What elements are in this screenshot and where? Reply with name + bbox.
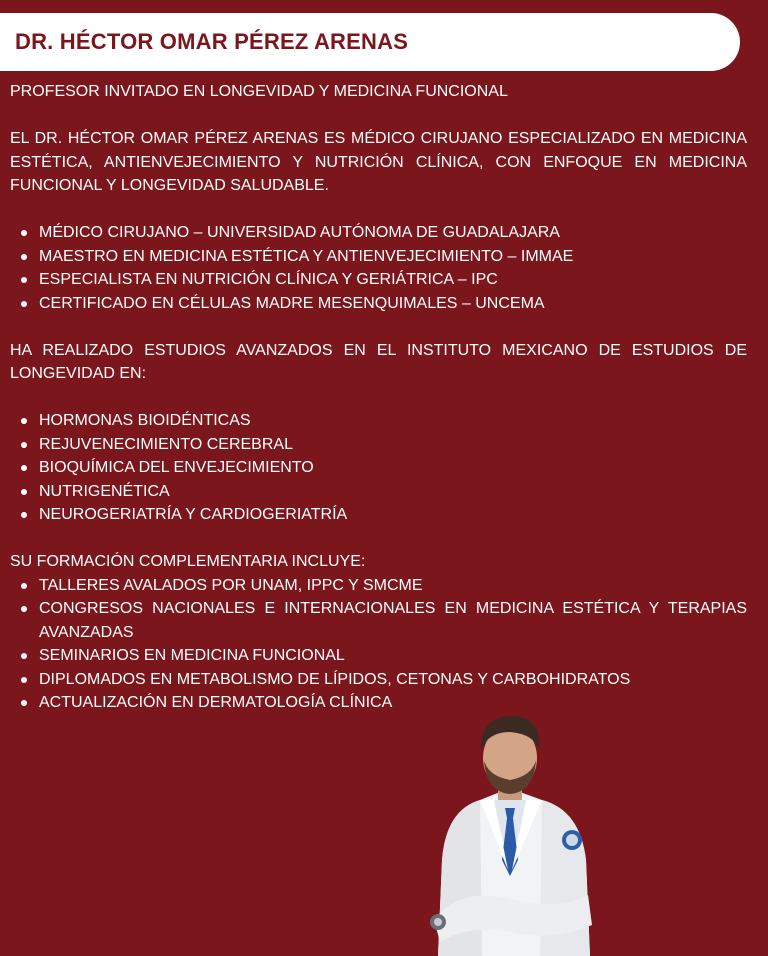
complementary-list (10, 574, 747, 715)
page-title: DR. HÉCTOR OMAR PÉREZ ARENAS (15, 29, 409, 54)
list-item: NUTRIGENÉTICA (10, 480, 747, 504)
studies-list (10, 409, 747, 527)
list-item: DIPLOMADOS EN METABOLISMO DE LÍPIDOS, CETONAS Y CARBOHIDRATOS (10, 668, 747, 692)
list-item: HORMONAS BIOIDÉNTICAS (10, 409, 747, 433)
list-item: CONGRESOS NACIONALES E INTERNACIONALES EN MEDICINA ESTÉTICA Y TERAPIAS AVANZADAS (10, 597, 747, 644)
list-item: BIOQUÍMICA DEL ENVEJECIMIENTO (10, 456, 747, 480)
list-item: SEMINARIOS EN MEDICINA FUNCIONAL (10, 644, 747, 668)
doctor-portrait (420, 710, 600, 956)
bio-content (10, 80, 747, 715)
header-banner (0, 13, 740, 71)
list-item: ESPECIALISTA EN NUTRICIÓN CLÍNICA Y GERIÁTRICA – IPC (10, 268, 747, 292)
subtitle: PROFESOR INVITADO EN LONGEVIDAD Y MEDICINA FUNCIONAL (10, 83, 508, 100)
studies-intro: HA REALIZADO ESTUDIOS AVANZADOS EN EL INSTITUTO MEXICANO DE ESTUDIOS DE LONGEVIDAD EN: (10, 341, 747, 382)
credentials-list (10, 221, 747, 315)
list-item: MAESTRO EN MEDICINA ESTÉTICA Y ANTIENVEJECIMIENTO – IMMAE (10, 245, 747, 269)
complementary-intro: SU FORMACIÓN COMPLEMENTARIA INCLUYE: (10, 553, 366, 570)
list-item: TALLERES AVALADOS POR UNAM, IPPC Y SMCME (10, 574, 747, 598)
list-item: MÉDICO CIRUJANO – UNIVERSIDAD AUTÓNOMA DE GUADALAJARA (10, 221, 747, 245)
list-item: NEUROGERIATRÍA Y CARDIOGERIATRÍA (10, 503, 747, 527)
intro-paragraph: EL DR. HÉCTOR OMAR PÉREZ ARENAS ES MÉDICO CIRUJANO ESPECIALIZADO EN MEDICINA ESTÉTICA, ANTIENVEJECIMIENTO Y NUTRICIÓN CLÍNICA, CON ENFOQUE EN MEDICINA FUNCIONAL Y LONGEVIDAD SALUDABLE. (10, 130, 747, 194)
list-item: ACTUALIZACIÓN EN DERMATOLOGÍA CLÍNICA (10, 691, 747, 715)
list-item: CERTIFICADO EN CÉLULAS MADRE MESENQUIMALES – UNCEMA (10, 292, 747, 316)
list-item: REJUVENECIMIENTO CEREBRAL (10, 433, 747, 457)
